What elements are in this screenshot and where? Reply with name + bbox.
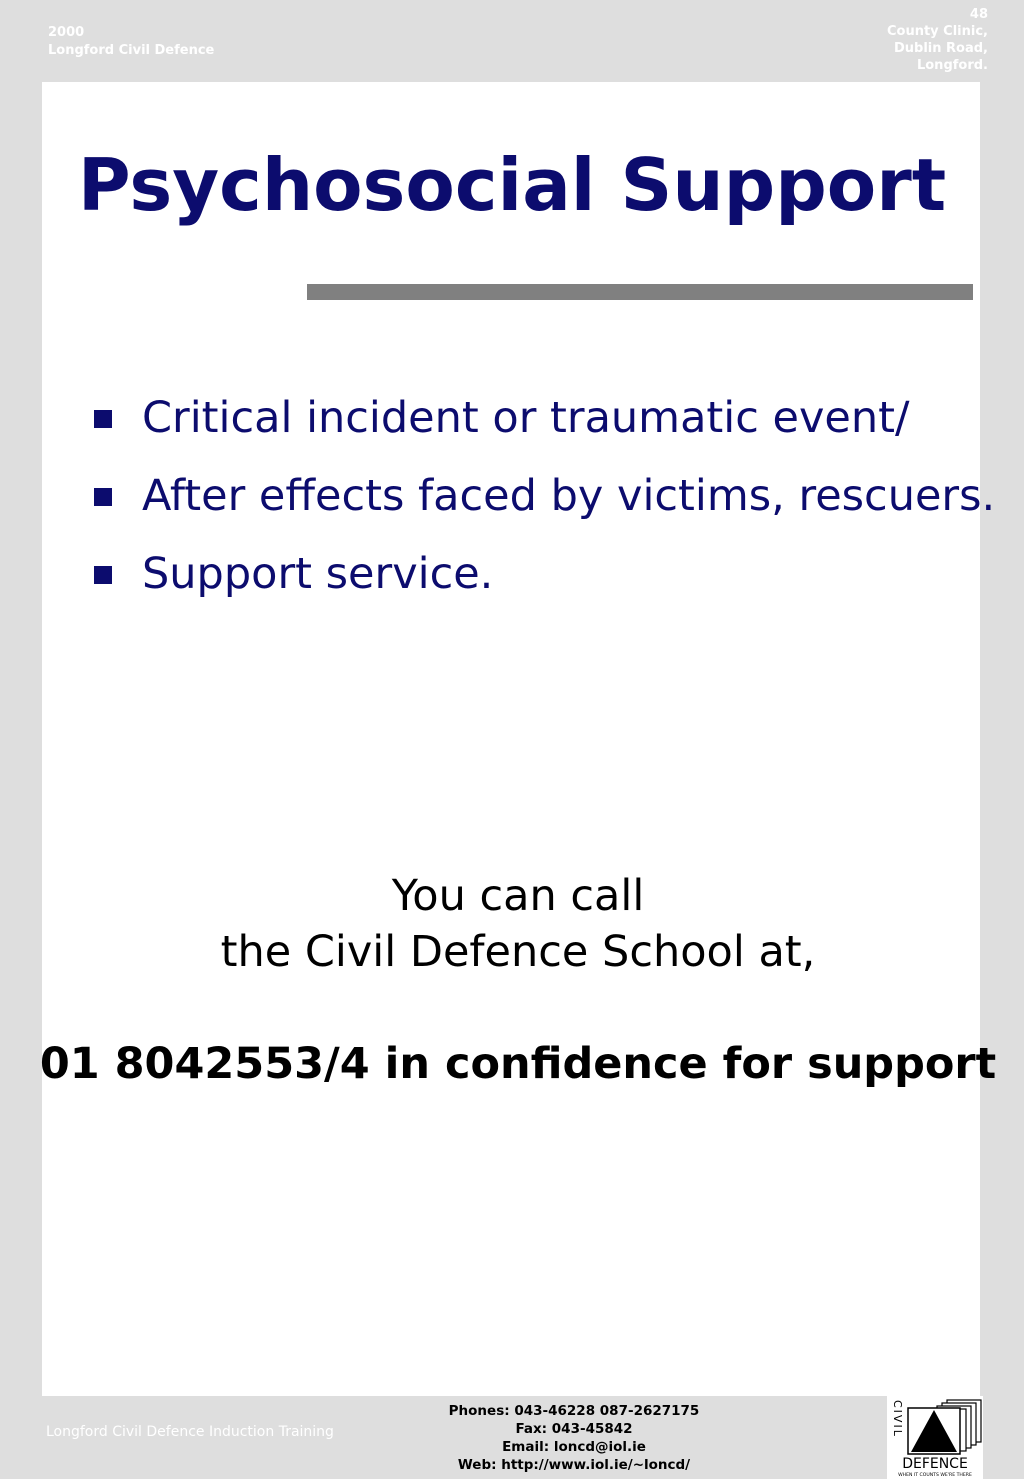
square-bullet-icon xyxy=(94,410,112,428)
slide-title: Psychosocial Support xyxy=(77,143,947,227)
title-rule xyxy=(307,284,973,300)
bullet-item xyxy=(94,466,995,544)
callout-line: the Civil Defence School at, xyxy=(220,927,816,977)
bullet-text: Support service. xyxy=(142,549,494,599)
callout-line: You can call xyxy=(391,871,645,921)
footer-web[interactable]: Web: http://www.iol.ie/~loncd/ xyxy=(457,1457,691,1473)
page-number: 48 xyxy=(969,7,988,22)
bullet-item xyxy=(94,388,995,466)
civil-defence-logo-icon xyxy=(887,1396,983,1479)
callout-phone: 01 8042553/4 in confidence for support xyxy=(39,1039,997,1089)
address-line: Dublin Road, xyxy=(893,41,988,56)
footer-email[interactable]: Email: loncd@iol.ie xyxy=(502,1439,646,1455)
civil-defence-logo xyxy=(887,1396,983,1479)
header-year: 2000 xyxy=(48,25,85,40)
footer-contact xyxy=(424,1402,724,1474)
logo-vertical-word: CIVIL xyxy=(891,1400,904,1438)
square-bullet-icon xyxy=(94,566,112,584)
footer-phones: Phones: 043-46228 087-2627175 xyxy=(448,1403,700,1419)
bullet-text: Critical incident or traumatic event/ xyxy=(142,393,910,443)
logo-tagline: WHEN IT COUNTS WE'RE THERE xyxy=(898,1473,972,1478)
support-callout xyxy=(0,868,1024,1092)
header-right xyxy=(887,6,988,74)
footer-course: Longford Civil Defence Induction Training xyxy=(46,1424,334,1440)
header-left xyxy=(48,24,214,60)
address-line: Longford. xyxy=(916,58,988,73)
header-org: Longford Civil Defence xyxy=(48,43,215,58)
footer-fax: Fax: 043-45842 xyxy=(515,1421,633,1437)
bullet-item xyxy=(94,544,995,622)
bullet-text: After effects faced by victims, rescuers. xyxy=(142,471,996,521)
square-bullet-icon xyxy=(94,488,112,506)
address-line: County Clinic, xyxy=(886,24,988,39)
logo-word: DEFENCE xyxy=(902,1456,968,1472)
bullet-list xyxy=(94,388,995,622)
